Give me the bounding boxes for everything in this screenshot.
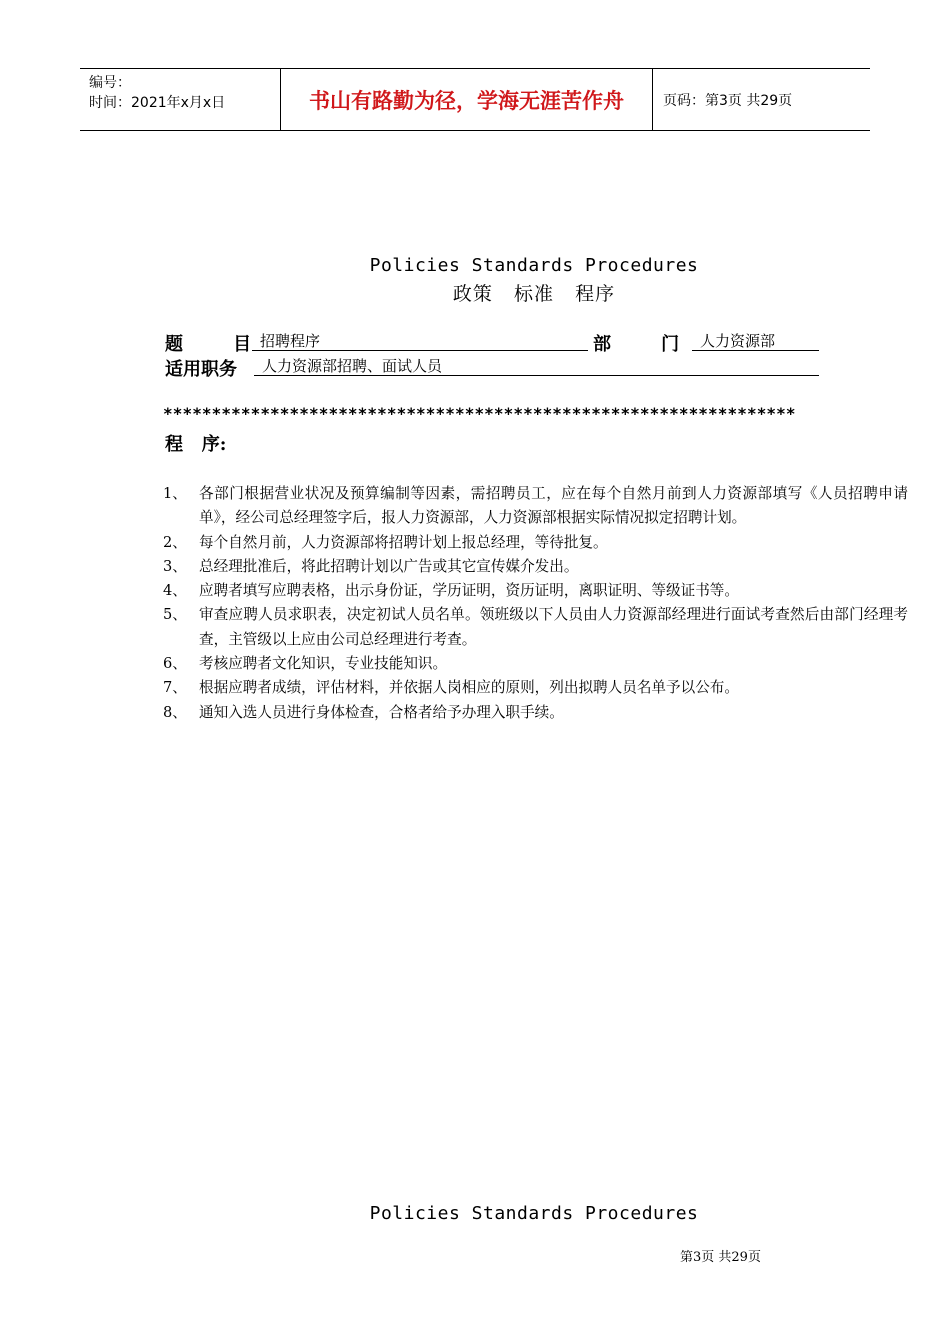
- applicable-position-value: 人力资源部招聘、面试人员: [254, 356, 819, 376]
- list-item: [163, 482, 908, 531]
- header-page-code: 页码：第3页 共29页: [663, 92, 793, 109]
- document-title-chinese: 政策 标准 程序: [452, 283, 616, 305]
- header-motto: 书山有路勤为径，学海无涯苦作舟: [281, 69, 653, 130]
- page-header: [80, 68, 870, 131]
- step-number: 4、: [163, 582, 187, 600]
- department-value: 人力资源部: [692, 331, 819, 351]
- separator-stars: *****************************************************************: [163, 404, 796, 423]
- list-item: [163, 676, 908, 700]
- step-number: 1、: [163, 485, 187, 502]
- department-label: 部 门: [593, 334, 680, 355]
- step-text: 应聘者填写应聘表格，出示身份证，学历证明，资历证明，离职证明、等级证书等。: [199, 582, 739, 600]
- step-text: 审查应聘人员求职表，决定初试人员名单。领班级以下人员由人力资源部经理进行面试考查然后由部门经理考查，主管级以上应由公司总经理进行考查。: [199, 606, 908, 648]
- footer-page-number: 第3页 共29页: [680, 1250, 761, 1265]
- footer-title-english: Policies Standards Procedures: [369, 1203, 699, 1224]
- list-item: [163, 701, 908, 725]
- applicable-position-label: 适用职务: [165, 359, 237, 380]
- document-title-english: Policies Standards Procedures: [369, 255, 699, 276]
- subject-value: 招聘程序: [252, 331, 588, 351]
- step-text: 总经理批准后，将此招聘计划以广告或其它宣传媒介发出。: [199, 557, 579, 575]
- step-text: 各部门根据营业状况及预算编制等因素，需招聘员工，应在每个自然月前到人力资源部填写《人员招聘申请单》，经公司总经理签字后，报人力资源部，人力资源部根据实际情况拟定招聘计划。: [199, 485, 908, 527]
- step-text: 每个自然月前，人力资源部将招聘计划上报总经理，等待批复。: [199, 533, 608, 551]
- step-number: 7、: [163, 679, 187, 697]
- procedure-steps: [163, 482, 908, 725]
- step-text: 通知入选人员进行身体检查，合格者给予办理入职手续。: [199, 703, 564, 721]
- step-number: 5、: [163, 606, 187, 624]
- step-text: 考核应聘者文化知识，专业技能知识。: [199, 655, 448, 673]
- list-item: [163, 579, 908, 603]
- step-number: 2、: [163, 533, 187, 551]
- step-text: 根据应聘者成绩，评估材料，并依据人岗相应的原则，列出拟聘人员名单予以公布。: [199, 679, 739, 697]
- document-number-label: 编号：: [89, 75, 131, 91]
- header-info: [80, 69, 281, 130]
- document-time-label: 时间：2021年x月x日: [89, 95, 226, 111]
- list-item: [163, 555, 908, 579]
- step-number: 3、: [163, 557, 187, 575]
- list-item: [163, 531, 908, 555]
- list-item: [163, 652, 908, 676]
- step-number: 8、: [163, 703, 187, 721]
- procedure-heading: 程 序:: [165, 434, 227, 455]
- subject-label: 题 目: [165, 334, 252, 355]
- step-number: 6、: [163, 655, 187, 673]
- list-item: [163, 603, 908, 652]
